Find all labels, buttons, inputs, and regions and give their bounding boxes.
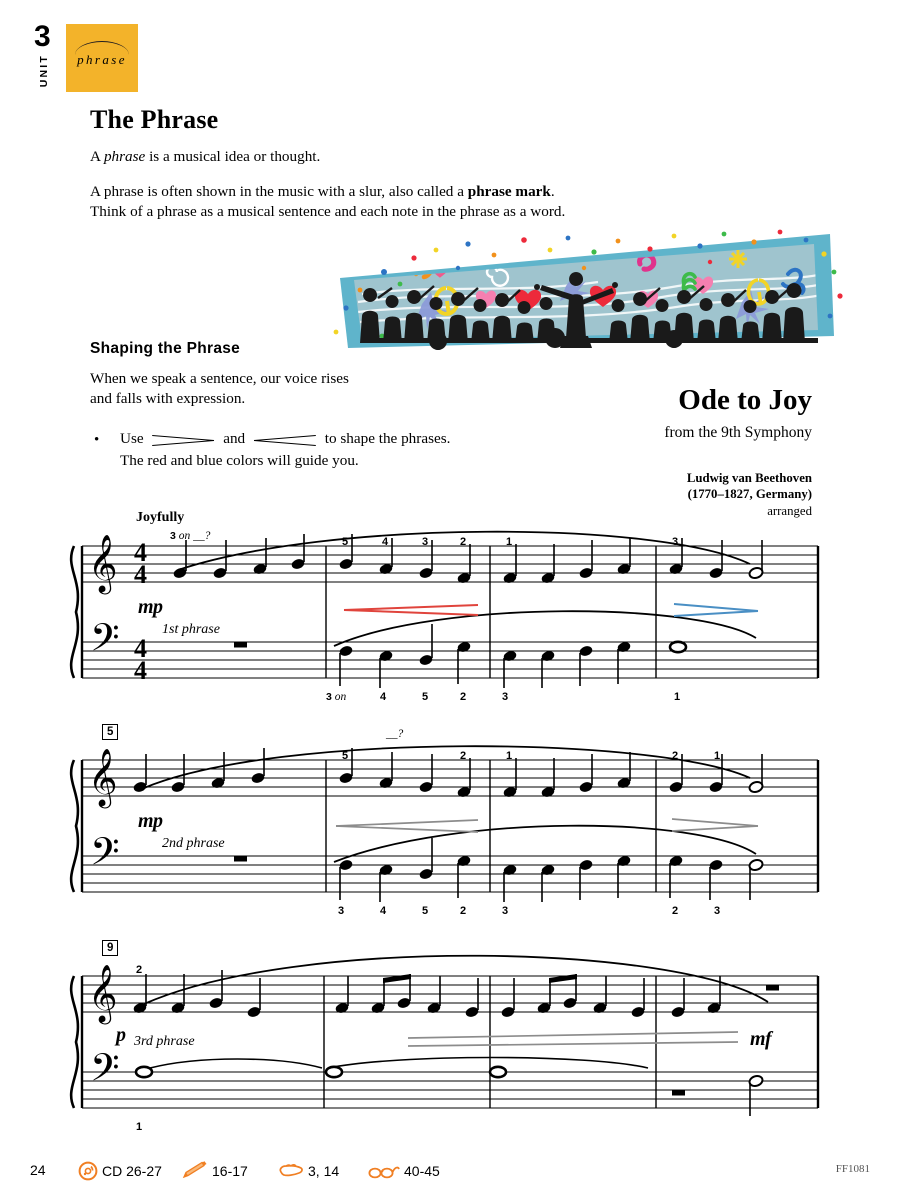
lh-hint-1: 3 on xyxy=(326,691,347,703)
dynamic-p-3: p xyxy=(116,1024,126,1046)
crescendo-gray-2 xyxy=(336,820,478,832)
page-title: The Phrase xyxy=(90,105,219,134)
intro-line-2b: Think of a phrase as a musical sentence and each note in the phrase as a word. xyxy=(90,203,566,220)
treble-phrase-slur-2 xyxy=(144,746,750,788)
bullet-use-label: Use xyxy=(120,430,144,447)
fingering-rh: 5 xyxy=(342,536,349,548)
fingering-lh: 5 xyxy=(422,905,429,917)
measure-number-9: 9 xyxy=(102,940,118,956)
shaping-line-2: and falls with expression. xyxy=(90,390,246,407)
phrase-mark-sentence: A phrase is often shown in the music with a slur, also called a xyxy=(90,183,468,200)
bass-clef-2: 𝄢 xyxy=(90,829,120,883)
music-system-3 xyxy=(78,942,822,1138)
footer-item-hand xyxy=(278,1158,339,1184)
music-system-2 xyxy=(78,726,822,922)
whole-note xyxy=(670,642,686,652)
unit-badge xyxy=(30,20,145,92)
half-rest-bass-3 xyxy=(672,1090,685,1096)
whole-note xyxy=(490,1067,506,1077)
intro-paragraph-1 xyxy=(90,147,320,167)
crescendo-hairpin-icon xyxy=(152,434,214,446)
bass-staff-1 xyxy=(82,642,818,678)
fingering-lh: 3 xyxy=(714,905,721,917)
grand-staff-brace-1 xyxy=(71,546,78,678)
time-sig-bass-top: 4 xyxy=(134,634,147,663)
shaping-paragraph xyxy=(90,369,349,409)
unit-color-box xyxy=(66,24,138,92)
whole-note xyxy=(136,1067,152,1077)
fingering-rh: 2 xyxy=(672,750,679,762)
whole-rest-bass-2 xyxy=(234,856,247,862)
dynamic-mp-1: mp xyxy=(138,596,163,618)
half-note xyxy=(748,858,764,900)
bullet-line-2: The red and blue colors will guide you. xyxy=(120,452,359,469)
diminuendo-hairpin-icon xyxy=(254,434,316,446)
bass-staff-2 xyxy=(82,856,818,892)
composer-name: Ludwig van Beethoven xyxy=(686,471,812,485)
half-rest-treble-3 xyxy=(766,985,779,991)
fingering-rh: 3 xyxy=(422,536,429,548)
footer-item-glasses xyxy=(368,1158,440,1184)
arranged-note: arranged xyxy=(767,504,812,518)
intro-paragraph-2 xyxy=(90,182,710,222)
dynamic-mf-3: mf xyxy=(750,1028,772,1050)
fingering-lh: 5 xyxy=(422,691,429,703)
treble-staff-3 xyxy=(82,976,818,1012)
tempo-marking: Joyfully xyxy=(136,510,185,525)
footer-pencil-text: 16-17 xyxy=(212,1163,248,1179)
fingering-lh: 2 xyxy=(672,905,679,917)
unit-label: UNIT xyxy=(38,54,50,88)
song-subtitle: from the 9th Symphony xyxy=(664,424,812,441)
fingering-lh: 3 xyxy=(502,691,509,703)
footer-item-pencil xyxy=(182,1158,248,1184)
shaping-bullet xyxy=(94,428,450,472)
bass-tie-2 xyxy=(328,1058,648,1069)
bullet-tail-label: to shape the phrases. xyxy=(324,430,451,447)
shaping-line-1: When we speak a sentence, our voice rises xyxy=(90,370,349,387)
bass-phrase-slur-2 xyxy=(334,826,756,862)
treble-clef-3: 𝄞 xyxy=(88,964,118,1022)
fingering-rh: 2 xyxy=(136,964,143,976)
treble-clef-1: 𝄞 xyxy=(88,534,118,592)
fingering-lh: 2 xyxy=(460,905,467,917)
phrase-mark-period: . xyxy=(550,183,555,200)
hand-icon xyxy=(278,1161,304,1181)
fingering-rh: 3 xyxy=(672,536,679,548)
intro-text-a: A xyxy=(90,148,104,165)
fingering-rh: 1 xyxy=(506,750,513,762)
treble-notes-2 xyxy=(132,748,763,798)
intro-emphasis: phrase xyxy=(103,148,146,165)
phrase-label-3: 3rd phrase xyxy=(134,1034,195,1049)
whole-note xyxy=(326,1067,342,1077)
fingering-lh: 3 xyxy=(338,905,345,917)
treble-staff-1 xyxy=(82,546,818,582)
rh-hint-2: __? xyxy=(386,728,404,740)
treble-clef-2: 𝄞 xyxy=(88,748,118,806)
measure-number-5: 5 xyxy=(102,724,118,740)
page-number: 24 xyxy=(30,1162,46,1178)
fingering-rh: 1 xyxy=(714,750,721,762)
diminuendo-gray-2 xyxy=(672,819,758,831)
phrase-mark-term: phrase mark xyxy=(467,183,551,200)
whole-rest-bass-1 xyxy=(234,642,247,648)
pencil-icon xyxy=(182,1161,208,1181)
time-sig-treble-bottom: 4 xyxy=(134,560,147,589)
fingering-lh: 4 xyxy=(380,691,387,703)
song-title: Ode to Joy xyxy=(678,384,812,416)
fingering-rh: 1 xyxy=(506,536,513,548)
footer-glasses-text: 40-45 xyxy=(404,1163,440,1179)
fingering-rh: 2 xyxy=(460,536,467,548)
fingering-lh: 2 xyxy=(460,691,467,703)
composer-dates: (1770–1827, Germany) xyxy=(687,487,812,501)
phrase-label-1: 1st phrase xyxy=(162,622,220,637)
composer-credit xyxy=(687,470,812,502)
time-sig-treble-top: 4 xyxy=(134,538,147,567)
unit-number: 3 xyxy=(34,20,51,53)
phrase-label-2: 2nd phrase xyxy=(162,836,225,851)
bullet-and-label: and xyxy=(223,430,246,447)
bass-staff-3 xyxy=(82,1072,818,1108)
rh-hint-1: 3 on __? xyxy=(170,530,211,542)
fingering-rh: 5 xyxy=(342,750,349,762)
footer-cd-text: CD 26-27 xyxy=(102,1163,162,1179)
fingering-lh: 1 xyxy=(674,691,681,703)
footer-item-cd xyxy=(78,1158,162,1184)
footer-hand-text: 3, 14 xyxy=(308,1163,340,1179)
bass-clef-1: 𝄢 xyxy=(90,615,120,669)
grand-staff-brace-2 xyxy=(71,760,78,892)
fingering-lh: 4 xyxy=(380,905,387,917)
bass-clef-3: 𝄢 xyxy=(90,1045,120,1099)
catalog-number: FF1081 xyxy=(835,1163,870,1175)
bass-tie-1 xyxy=(150,1059,322,1068)
fingering-lh: 3 xyxy=(502,905,509,917)
cd-icon xyxy=(78,1161,98,1181)
intro-text-b: is a musical idea or thought. xyxy=(145,148,321,165)
crescendo-red-1 xyxy=(344,605,478,615)
bass-notes-3 xyxy=(136,1067,764,1116)
bullet-dot-icon: • xyxy=(94,432,100,448)
grand-staff-brace-3 xyxy=(71,976,78,1108)
time-sig-bass-bottom: 4 xyxy=(134,656,147,685)
unit-keyword: phrase xyxy=(77,52,127,67)
glasses-icon xyxy=(368,1161,400,1181)
fingering-rh: 4 xyxy=(382,536,389,548)
bass-phrase-slur-1 xyxy=(334,611,756,646)
treble-phrase-slur-3 xyxy=(144,956,768,1004)
section-heading-shaping: Shaping the Phrase xyxy=(90,340,241,357)
fingering-rh: 2 xyxy=(460,750,467,762)
half-note xyxy=(748,1074,764,1116)
orchestra-banner-illustration xyxy=(318,228,848,350)
dynamic-mp-2: mp xyxy=(138,810,163,832)
diminuendo-blue-1 xyxy=(674,604,758,616)
page-footer xyxy=(30,1158,870,1186)
fingering-lh: 1 xyxy=(136,1121,143,1133)
crescendo-gray-3 xyxy=(408,1032,738,1046)
